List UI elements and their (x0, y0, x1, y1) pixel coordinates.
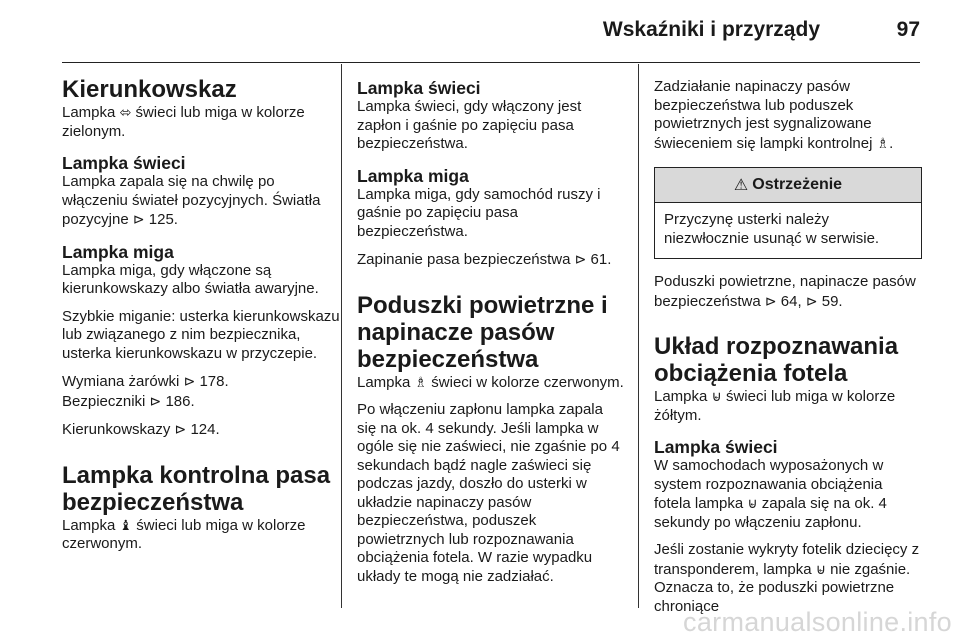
paragraph-child-seat (654, 541, 922, 616)
heading-airbags: Poduszki powietrzne i napinacze pasów bezpieczeństwa (357, 291, 608, 373)
text: świeci lub miga w kolorze czerwonym. (62, 516, 306, 552)
reference-fastening-belt (357, 250, 625, 270)
heading-lamp-blinks: Lampka miga (62, 241, 174, 262)
paragraph-turn-signal (62, 103, 340, 141)
page-header (62, 0, 920, 63)
text: Zadziałanie napinaczy pasów bezpieczeństwa lub poduszek powietrznych jest sygnalizowane świeceniem się lampki kontrolnej (654, 78, 877, 152)
text: 64, (776, 292, 806, 310)
column-divider (341, 64, 342, 608)
text: 178. (195, 373, 229, 390)
heading-lamp-lit: Lampka świeci (654, 437, 778, 457)
warning-header (655, 168, 921, 203)
turn-signal-icon: ⬄ (119, 104, 132, 120)
reference-turn-signals (62, 420, 340, 440)
text: Lampka (654, 388, 712, 405)
warning-box (654, 167, 922, 259)
reference-arrow-icon: ⊳ (174, 421, 187, 437)
text: świeci w kolorze czerwonym. (427, 373, 624, 391)
text: Zapinanie pasa bezpieczeństwa (357, 251, 575, 268)
page-number: 97 (896, 18, 920, 41)
warning-title: Ostrzeżenie (752, 176, 843, 193)
heading-turn-signal: Kierunkowskaz (62, 76, 237, 103)
watermark: carmanualsonline.info (683, 607, 952, 637)
heading-occupant-detection: Układ rozpoznawania obciążenia fotela (654, 333, 899, 387)
reference-arrow-icon: ⊳ (764, 292, 777, 309)
text: 186. (161, 392, 195, 410)
column-left (62, 62, 340, 608)
reference-arrow-icon: ⊳ (183, 373, 196, 389)
text: 124. (186, 421, 220, 438)
paragraph-lamp-blinks: Lampka miga, gdy samochód ruszy i gaśnie po zapięciu pasa bezpieczeństwa. (357, 185, 601, 240)
text: Poduszki powietrzne, napinacze pasów bezpieczeństwa (654, 273, 916, 310)
text: świeci lub miga w kolorze żółtym. (654, 388, 896, 424)
airbag-icon: ♗ (876, 134, 890, 151)
text: zapala się na ok. 4 sekundy po włączeniu zapłonu. (654, 495, 887, 531)
warning-triangle-icon: ⚠ (733, 177, 749, 194)
column-right (654, 62, 922, 615)
heading-lamp-lit: Lampka świeci (62, 153, 186, 173)
reference-arrow-icon: ⊳ (149, 392, 162, 409)
text: Lampka zapala się na chwilę po włączeniu świateł pozycyjnych. Światła pozycyjne (62, 173, 321, 228)
text: Lampka (62, 516, 120, 534)
text: Jeśli zostanie wykryty fotelik dziecięcy z transponderem, lampka (654, 541, 920, 578)
reference-airbags (654, 273, 922, 311)
paragraph-airbag-fault: Po włączeniu zapłonu lampka zapala się na ok. 4 sekundy. Jeśli lampka w ogóle się nie zaświeci, nie zgaśnie po 4 sekundach bądź nagle zaświeci się podczas jazdy, doszło do usterki w układzie napinaczy pasów bezpieczeństwa, poduszek powietrznych lub rozpoznawania obciążenia fotela. W razie wypadku układy te mogą nie zadziałać. (357, 401, 620, 585)
paragraph-airbag-lamp (357, 373, 625, 393)
text: nie zgaśnie. Oznacza to, że poduszki powietrzne chroniące (654, 560, 911, 615)
paragraph-lamp-blinks: Lampka miga, gdy włączone są kierunkowskazy albo światła awaryjne. (62, 261, 319, 297)
column-divider (638, 64, 639, 608)
column-middle (357, 62, 625, 608)
seat-belt-icon: ♝ (119, 516, 133, 533)
paragraph-occupant-lamp (654, 387, 922, 425)
text: 59. (817, 292, 843, 310)
warning-text: Przyczynę usterki należy niezwłocznie usunąć w serwisie. (664, 211, 880, 247)
seat-occupancy-icon: ⊌ (815, 560, 826, 577)
seat-occupancy-icon: ⊌ (711, 388, 722, 404)
text: świeci lub miga w kolorze zielonym. (62, 104, 305, 140)
text: Wymiana żarówki (62, 373, 184, 390)
text: Lampka (62, 104, 120, 121)
paragraph-lamp-lit: Lampka świeci, gdy włączony jest zapłon i gaśnie po zapięciu pasa bezpieczeństwa. (357, 98, 582, 152)
text: 61. (586, 251, 612, 268)
seat-occupancy-icon: ⊌ (747, 495, 758, 511)
page-title: Wskaźniki i przyrządy (602, 18, 820, 41)
paragraph-fast-blinking: Szybkie miganie: usterka kierunkowskazu lub związanego z nim bezpiecznika, usterka kierunkowskazu w przyczepie. (62, 307, 340, 362)
paragraph-deployment (654, 78, 922, 153)
text: . (889, 134, 894, 152)
reference-arrow-icon: ⊳ (805, 292, 818, 309)
reference-bulb-replacement (62, 372, 340, 411)
text: W samochodach wyposażonych w system rozpoznawania obciążenia fotela lampka (654, 457, 884, 512)
paragraph-seat-belt-lamp (62, 516, 340, 554)
text: Lampka (357, 373, 415, 391)
heading-lamp-blinks: Lampka miga (357, 165, 469, 186)
text: 125. (144, 211, 178, 228)
reference-arrow-icon: ⊳ (574, 251, 587, 267)
text: Bezpieczniki (62, 392, 150, 410)
airbag-icon: ♗ (414, 373, 428, 390)
heading-lamp-lit: Lampka świeci (357, 78, 481, 98)
paragraph-lamp-lit (62, 173, 340, 230)
warning-body (655, 203, 921, 258)
text: Kierunkowskazy (62, 421, 175, 438)
reference-arrow-icon: ⊳ (132, 211, 145, 227)
heading-seat-belt-lamp: Lampka kontrolna pasa bezpieczeństwa (62, 461, 331, 516)
paragraph-occupant-lit (654, 457, 922, 532)
